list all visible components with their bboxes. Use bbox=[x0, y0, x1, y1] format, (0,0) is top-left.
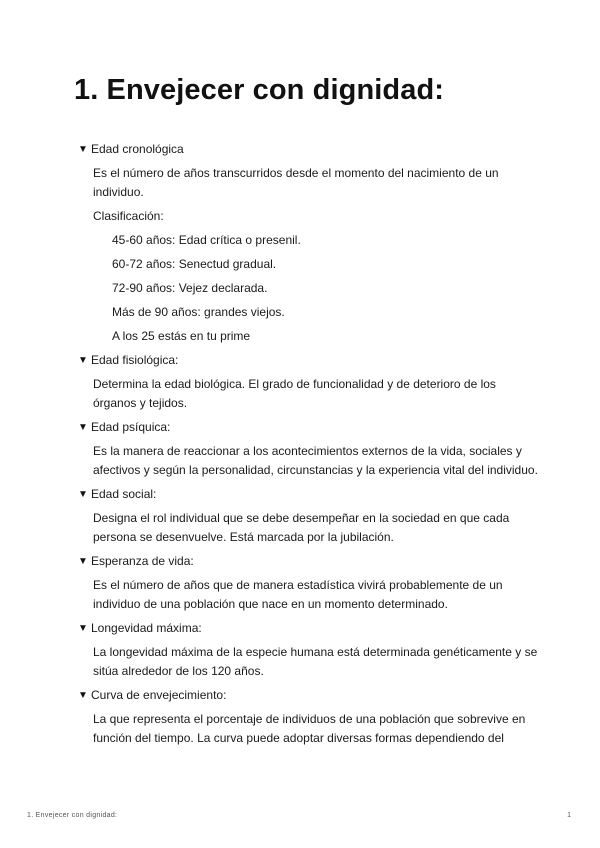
toggle-edad-psiquica bbox=[78, 418, 538, 480]
triangle-down-icon[interactable]: ▼ bbox=[78, 623, 88, 634]
toggle-body bbox=[78, 164, 538, 346]
toggle-header[interactable] bbox=[78, 140, 538, 159]
list-item: A los 25 estás en tu prime bbox=[112, 329, 251, 343]
triangle-down-icon[interactable]: ▼ bbox=[78, 355, 88, 366]
toggle-header[interactable] bbox=[78, 351, 538, 370]
toggle-esperanza-de-vida bbox=[78, 552, 538, 614]
paragraph: La longevidad máxima de la especie humana está determinada genéticamente y se sitúa alrededor de los 120 años. bbox=[93, 645, 538, 678]
toggle-header[interactable] bbox=[78, 619, 538, 638]
toggle-title: Edad psíquica: bbox=[91, 420, 171, 434]
toggle-title: Longevidad máxima: bbox=[91, 621, 202, 635]
toggle-title: Edad cronológica bbox=[91, 142, 184, 156]
toggle-title: Edad social: bbox=[91, 487, 157, 501]
toggle-title: Esperanza de vida: bbox=[91, 554, 194, 568]
list-item: 60-72 años: Senectud gradual. bbox=[112, 257, 277, 271]
toggle-body bbox=[78, 442, 538, 480]
paragraph: Designa el rol individual que se debe desempeñar en la sociedad en que cada persona se desenvuelve. Está marcada por la jubilación. bbox=[93, 511, 510, 544]
list-item: 45-60 años: Edad crítica o presenil. bbox=[112, 233, 301, 247]
triangle-down-icon[interactable]: ▼ bbox=[78, 489, 88, 500]
triangle-down-icon[interactable]: ▼ bbox=[78, 144, 88, 155]
toggle-header[interactable] bbox=[78, 485, 538, 504]
list-item: 72-90 años: Vejez declarada. bbox=[112, 281, 268, 295]
toggle-title: Edad fisiológica: bbox=[91, 353, 179, 367]
toggle-body bbox=[78, 509, 538, 547]
triangle-down-icon[interactable]: ▼ bbox=[78, 690, 88, 701]
toggle-header[interactable] bbox=[78, 552, 538, 571]
paragraph: Determina la edad biológica. El grado de funcionalidad y de deterioro de los órganos y tejidos. bbox=[93, 377, 496, 410]
toggle-header[interactable] bbox=[78, 418, 538, 437]
page-title: 1. Envejecer con dignidad: bbox=[74, 74, 445, 106]
triangle-down-icon[interactable]: ▼ bbox=[78, 422, 88, 433]
footer-title: 1. Envejecer con dignidad: bbox=[27, 812, 118, 819]
toggle-body bbox=[78, 576, 538, 614]
paragraph: Es el número de años transcurridos desde el momento del nacimiento de un individuo. bbox=[93, 166, 499, 199]
toggle-body bbox=[78, 375, 538, 413]
toggle-title: Curva de envejecimiento: bbox=[91, 688, 227, 702]
toggle-edad-fisiologica bbox=[78, 351, 538, 413]
toggle-header[interactable] bbox=[78, 686, 538, 705]
paragraph: Es el número de años que de manera estadística vivirá probablemente de un individuo de una población que nace en un momento determinado. bbox=[93, 578, 503, 611]
toggle-body bbox=[78, 643, 538, 681]
paragraph: Es la manera de reaccionar a los acontecimientos externos de la vida, sociales y afectivos y según la personalidad, circunstancias y la experiencia vital del individuo. bbox=[93, 444, 538, 477]
document-body bbox=[78, 140, 538, 753]
toggle-edad-social bbox=[78, 485, 538, 547]
page-number: 1 bbox=[567, 812, 571, 819]
triangle-down-icon[interactable]: ▼ bbox=[78, 556, 88, 567]
list-item: Más de 90 años: grandes viejos. bbox=[112, 305, 285, 319]
toggle-body bbox=[78, 710, 538, 748]
paragraph: Clasificación: bbox=[93, 209, 164, 223]
paragraph: La que representa el porcentaje de individuos de una población que sobrevive en función del tiempo. La curva puede adoptar diversas formas dependiendo del bbox=[93, 712, 526, 745]
toggle-longevidad-maxima bbox=[78, 619, 538, 681]
toggle-curva-de-envejecimiento bbox=[78, 686, 538, 748]
toggle-edad-cronologica bbox=[78, 140, 538, 346]
classification-list bbox=[93, 231, 538, 346]
